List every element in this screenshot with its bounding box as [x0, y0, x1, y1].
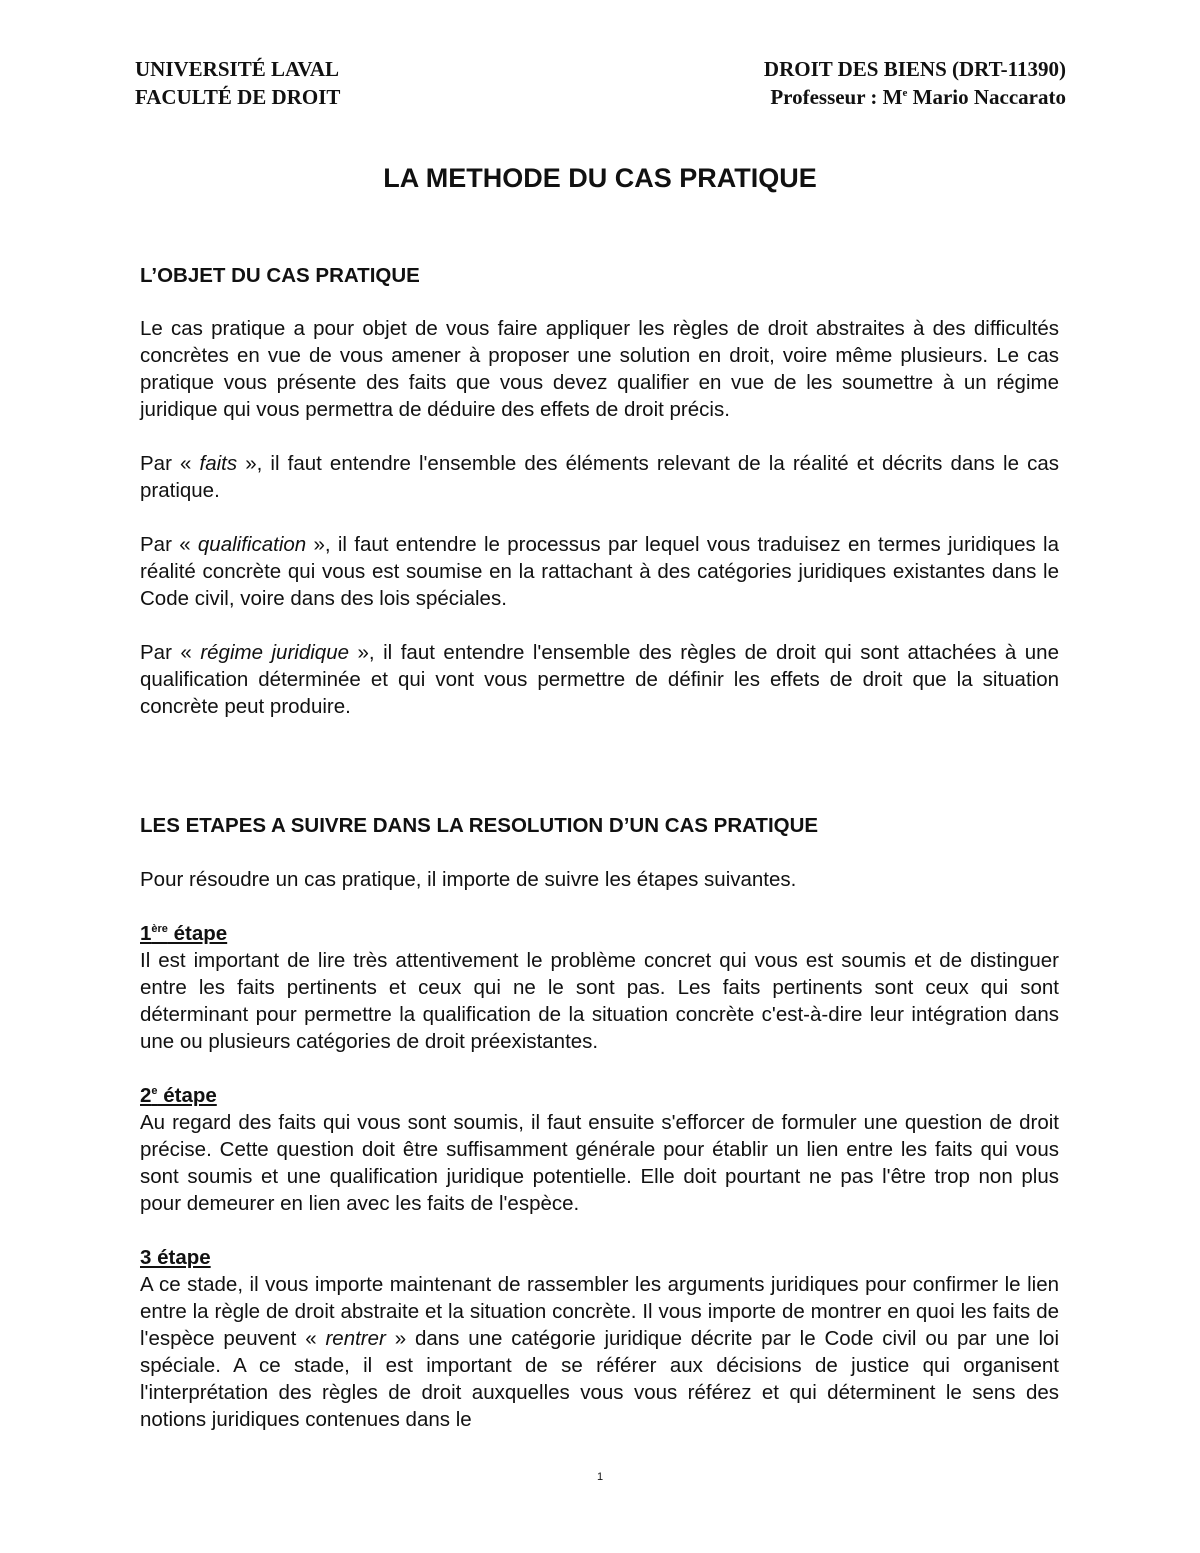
professor-prefix: Professeur : M — [770, 85, 903, 109]
paragraph: Le cas pratique a pour objet de vous faire appliquer les règles de droit abstraites à des difficultés concrètes en vue de vous amener à proposer une solution en droit, voire même plusieurs. Le cas pratique vous présente des faits que vous devez qualifier en vue de les soumettre à un régime juridique qui vous permettra de déduire des effets de droit précis. — [140, 317, 1059, 421]
professor-sup: e — [902, 87, 908, 99]
faculty-name: FACULTÉ DE DROIT — [135, 85, 341, 109]
page-number: 1 — [596, 1471, 604, 1483]
professor-name: Mario Naccarato — [907, 85, 1066, 109]
professor-line — [764, 83, 1066, 111]
paragraph: Il est important de lire très attentivement le problème concret qui vous est soumis et de distinguer entre les faits pertinents et ceux qui ne le sont pas. Les faits pertinents sont ceux qui sont déterminant pour permettre la qualification de la situation concrète c'est-à-dire leur intégration dans une ou plusieurs catégories de droit préexistantes. — [140, 949, 1059, 1053]
university-name: UNIVERSITÉ LAVAL — [135, 57, 340, 81]
paragraph: Au regard des faits qui vous sont soumis, il faut ensuite s'efforcer de formuler une question de droit précise. Cette question doit être suffisamment générale pour établir un lien entre les faits qui vous sont soumis et une qualification juridique potentielle. Elle doit pourtant ne pas l'être trop non plus pour demeurer en lien avec les faits de l'espèce. — [140, 1111, 1059, 1215]
step-heading: 1ère étape — [140, 922, 228, 945]
term-faits: faits — [199, 452, 238, 475]
document-title: LA METHODE DU CAS PRATIQUE — [383, 163, 817, 193]
header-left — [135, 55, 340, 111]
term-rentrer: rentrer — [325, 1327, 386, 1350]
course-name: DROIT DES BIENS (DRT-11390) — [763, 57, 1066, 81]
term-regime-juridique: régime juridique — [200, 641, 349, 664]
step-heading: 2e étape — [140, 1084, 217, 1107]
paragraph: Pour résoudre un cas pratique, il importe de suivre les étapes suivantes. — [140, 868, 797, 891]
paragraph: A ce stade, il vous importe maintenant de rassembler les arguments juridiques pour confirmer le lien entre la règle de droit abstraite et la situation concrète. Il vous importe de montrer en quoi les faits de l'espèce peuvent « rentrer » dans une catégorie juridique décrite par le Code civil ou par une loi spéciale. A ce stade, il est important de se référer aux décisions de justice qui organisent l'interprétation des règles de droit auxquelles vous vous référez et qui déterminent le sens des notions juridiques contenues dans le — [140, 1273, 1059, 1431]
section-etapes — [140, 812, 1059, 1433]
paragraph: Par « faits », il faut entendre l'ensemble des éléments relevant de la réalité et décrits dans le cas pratique. — [140, 452, 1059, 502]
section-objet — [140, 262, 1059, 720]
term-qualification: qualification — [197, 533, 307, 556]
paragraph: Par « régime juridique », il faut entendre l'ensemble des règles de droit qui sont attachées à une qualification déterminée et qui vont vous permettre de définir les effets de droit que la situation concrète peut produire. — [140, 641, 1059, 718]
section-heading: L’OBJET DU CAS PRATIQUE — [140, 264, 420, 287]
section-heading: LES ETAPES A SUIVRE DANS LA RESOLUTION D’UN CAS PRATIQUE — [140, 814, 819, 837]
header-right — [764, 55, 1066, 111]
step-heading: 3 étape — [140, 1246, 211, 1269]
paragraph: Par « qualification », il faut entendre le processus par lequel vous traduisez en termes juridiques la réalité concrète qui vous est soumise en la rattachant à des catégories juridiques existantes dans le Code civil, voire dans des lois spéciales. — [140, 533, 1059, 610]
